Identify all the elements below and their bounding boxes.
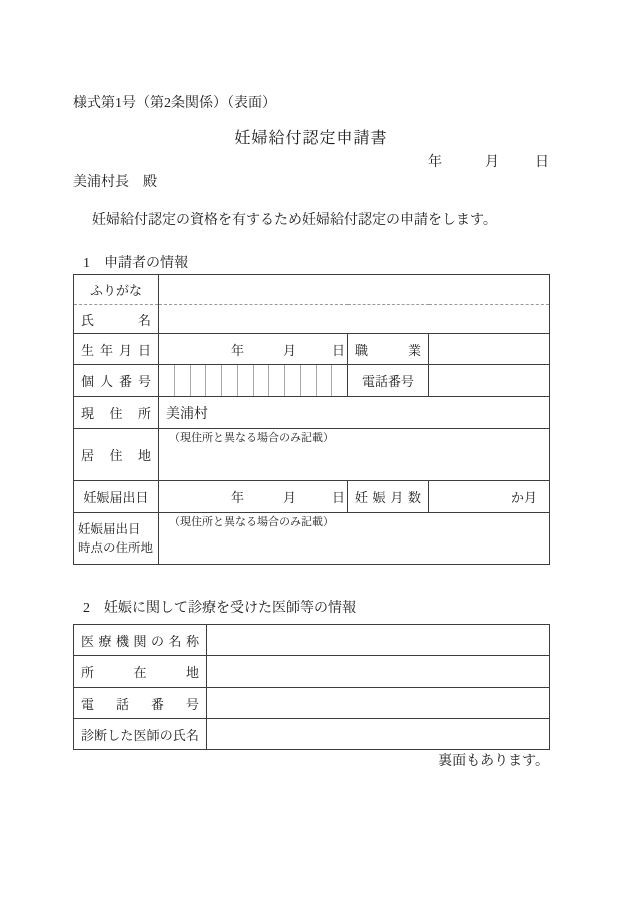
doctor-name-value-cell <box>207 719 550 750</box>
digit-box <box>300 365 316 396</box>
digit-box <box>159 365 174 396</box>
personal-number-boxes <box>159 365 347 396</box>
doctor-name-label: 診断した医師の氏名 <box>74 719 207 750</box>
furigana-label: ふりがな <box>74 275 159 305</box>
birthdate-year-label: 年 <box>230 342 244 358</box>
institution-address-label: 所在地 <box>74 656 207 688</box>
address-at-notification-note: （現住所と異なる場合のみ記載） <box>169 516 334 528</box>
furigana-row <box>74 275 550 305</box>
current-address-value-cell: 美浦村 <box>159 397 550 429</box>
address-at-notification-row <box>74 513 550 565</box>
digit-box <box>284 365 300 396</box>
form-content <box>73 0 549 770</box>
birthdate-date-template <box>159 340 347 359</box>
institution-address-value-cell <box>207 656 550 688</box>
digit-box <box>268 365 284 396</box>
institution-address-row <box>74 656 550 688</box>
notification-year-label: 年 <box>230 490 244 505</box>
date-line <box>73 155 549 171</box>
occupation-label: 職業 <box>348 334 429 365</box>
pregnancy-notification-date-label: 妊娠届出日 <box>74 481 159 513</box>
day-label: 日 <box>535 155 549 170</box>
pregnancy-months-label: 妊娠月数 <box>348 481 429 513</box>
furigana-value-cell <box>159 275 550 305</box>
section2-heading: 2 妊娠に関して診療を受けた医師等の情報 <box>83 601 356 616</box>
pregnancy-notification-date-row <box>74 481 550 513</box>
applicant-table <box>73 274 550 565</box>
digit-box <box>174 365 190 396</box>
birthdate-month-label: 月 <box>282 342 296 358</box>
pregnancy-notification-date-template <box>159 487 347 506</box>
occupation-value-cell <box>429 334 550 365</box>
page-title: 妊婦給付認定申請書 <box>234 130 388 147</box>
digit-box <box>316 365 332 396</box>
address-at-notification-label <box>74 513 159 565</box>
section1-heading: 1 申請者の情報 <box>83 256 188 271</box>
institution-phone-row <box>74 688 550 719</box>
notification-day-label: 日 <box>331 490 345 505</box>
intro-sentence: 妊婦給付認定の資格を有するため妊婦給付認定の申請をします。 <box>92 213 497 228</box>
address-at-notification-label-line1: 妊娠届出日 <box>78 521 141 536</box>
notification-month-label: 月 <box>282 490 296 505</box>
birthdate-day-label: 日 <box>331 342 345 358</box>
phone-label: 電話番号 <box>348 365 429 397</box>
digit-box <box>190 365 206 396</box>
personal-number-row <box>74 365 550 397</box>
backside-note: 裏面もあります。 <box>438 754 549 769</box>
doctor-name-row <box>74 719 550 750</box>
digit-box <box>253 365 269 396</box>
name-label: 氏名 <box>74 305 159 334</box>
residence-row <box>74 429 550 481</box>
residence-note: （現住所と異なる場合のみ記載） <box>169 432 334 444</box>
medical-institution-label: 医療機関の名称 <box>74 625 207 656</box>
doctor-table <box>73 624 550 750</box>
residence-label: 居住地 <box>74 429 159 481</box>
name-value-cell <box>159 305 550 334</box>
address-at-notification-label-line2: 時点の住所地 <box>78 540 154 555</box>
digit-box <box>331 365 347 396</box>
current-address-label: 現住所 <box>74 397 159 429</box>
name-row <box>74 305 550 334</box>
birthdate-label: 生年月日 <box>74 334 159 365</box>
addressee: 美浦村長 殿 <box>73 175 157 190</box>
institution-phone-label: 電話番号 <box>74 688 207 719</box>
birthdate-row <box>74 334 550 365</box>
form-id: 様式第1号（第2条関係）（表面） <box>73 96 276 111</box>
institution-phone-value-cell <box>207 688 550 719</box>
medical-institution-row <box>74 625 550 656</box>
digit-box <box>221 365 237 396</box>
digit-box <box>205 365 221 396</box>
month-label: 月 <box>485 155 499 170</box>
residence-value-cell <box>159 429 550 481</box>
personal-number-label: 個人番号 <box>74 365 159 397</box>
address-at-notification-value-cell <box>159 513 550 565</box>
digit-box <box>237 365 253 396</box>
year-label: 年 <box>428 155 442 170</box>
medical-institution-value-cell <box>207 625 550 656</box>
current-address-row <box>74 397 550 429</box>
birthdate-value-cell <box>159 334 348 365</box>
pregnancy-months-value-cell: か月 <box>429 481 550 513</box>
pregnancy-notification-date-value-cell <box>159 481 348 513</box>
phone-value-cell <box>429 365 550 397</box>
personal-number-value-cell <box>159 365 348 397</box>
